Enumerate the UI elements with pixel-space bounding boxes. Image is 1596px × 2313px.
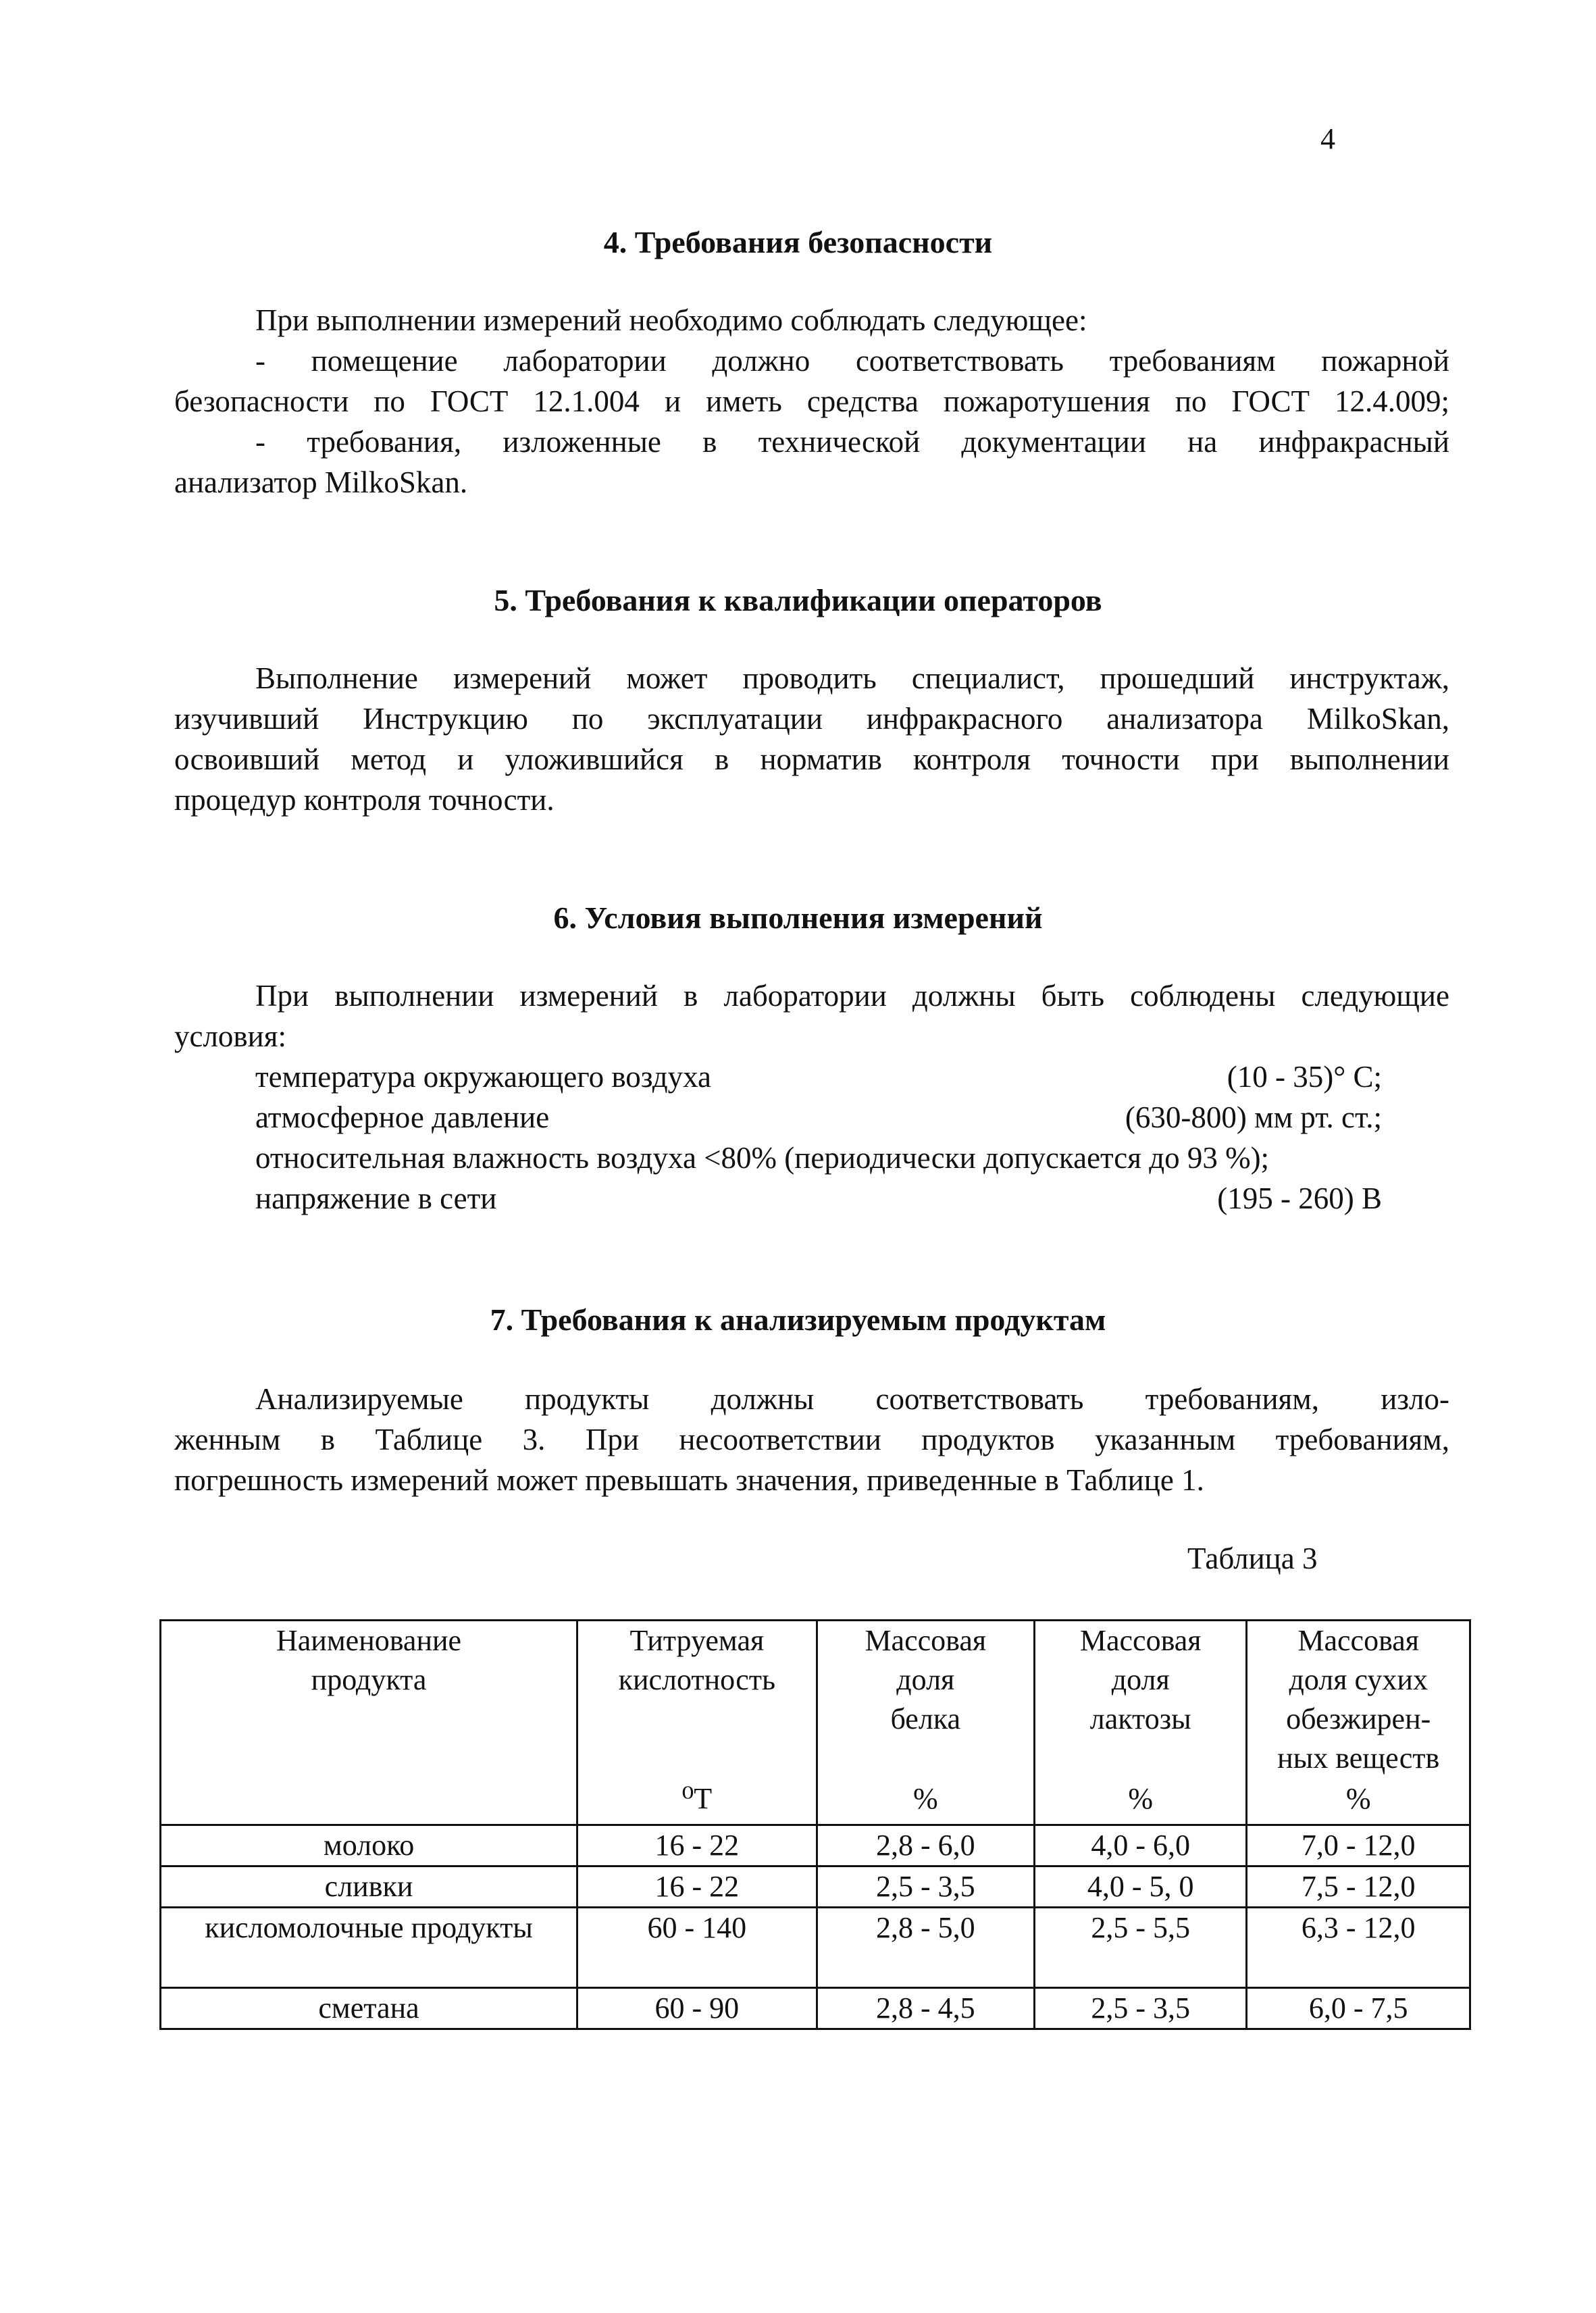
section-4-line: анализатор MilkoSkan.	[174, 465, 468, 499]
table-cell: 4,0 - 6,0	[1034, 1825, 1246, 1866]
section-7-line: женным в Таблице 3. При несоответствии продуктов указанным требованиям,	[174, 1423, 1449, 1456]
table-row	[161, 1866, 1470, 1908]
table-caption: Таблица 3	[1187, 1542, 1318, 1575]
table-row	[161, 1825, 1470, 1866]
table-cell: 7,5 - 12,0	[1247, 1866, 1470, 1908]
section-6-line: условия:	[174, 1019, 286, 1053]
header-cell: Титруемая кислотность ⁰Т	[577, 1621, 817, 1825]
table-cell: 16 - 22	[577, 1825, 817, 1866]
section-7-line: Анализируемые продукты должны соответствовать требованиям, изло-	[255, 1382, 1449, 1416]
section-7-title: 7. Требования к анализируемым продуктам	[490, 1302, 1106, 1337]
condition-row	[255, 1138, 1382, 1177]
condition-label: напряжение в сети	[255, 1181, 497, 1215]
section-6-line: При выполнении измерений в лаборатории должны быть соблюдены следующие	[255, 979, 1449, 1013]
table-cell: кисломолочные продукты	[161, 1908, 577, 1988]
header-cell: Наименование продукта	[161, 1621, 577, 1825]
section-7-line: погрешность измерений может превышать значения, приведенные в Таблице 1.	[174, 1463, 1204, 1497]
section-5-line: процедур контроля точности.	[174, 783, 555, 817]
table-row	[161, 1908, 1470, 1988]
section-5-line: изучивший Инструкцию по эксплуатации инфракрасного анализатора MilkoSkan,	[174, 702, 1449, 736]
table-cell: 60 - 140	[577, 1908, 817, 1988]
condition-label: температура окружающего воздуха	[255, 1060, 712, 1094]
condition-row	[255, 1179, 1382, 1218]
condition-value: (630-800) мм рт. ст.;	[1125, 1100, 1382, 1134]
table-cell: 6,0 - 7,5	[1247, 1988, 1470, 2029]
section-4-line: При выполнении измерений необходимо соблюдать следующее:	[255, 303, 1087, 337]
condition-label: относительная влажность воздуха <80% (периодически допускается до 93 %);	[255, 1141, 1270, 1175]
table-cell: 7,0 - 12,0	[1247, 1825, 1470, 1866]
table-cell: 2,5 - 5,5	[1034, 1908, 1246, 1988]
table-cell: 4,0 - 5, 0	[1034, 1866, 1246, 1908]
table-cell: сметана	[161, 1988, 577, 2029]
table-cell: молоко	[161, 1825, 577, 1866]
table-cell: 2,8 - 6,0	[817, 1825, 1034, 1866]
condition-value: (195 - 260) В	[1217, 1181, 1382, 1215]
table-cell: 2,8 - 5,0	[817, 1908, 1034, 1988]
table-cell: сливки	[161, 1866, 577, 1908]
products-table	[159, 1619, 1471, 2030]
condition-row	[255, 1098, 1382, 1137]
header-cell: Массовая доля сухих обезжирен- ных веществ %	[1247, 1621, 1470, 1825]
table-cell: 2,8 - 4,5	[817, 1988, 1034, 2029]
table-cell: 2,5 - 3,5	[817, 1866, 1034, 1908]
section-5-line: освоивший метод и уложившийся в норматив контроля точности при выполнении	[174, 742, 1449, 776]
table-cell: 16 - 22	[577, 1866, 817, 1908]
condition-value: (10 - 35)° С;	[1227, 1060, 1382, 1094]
table-header-row	[161, 1621, 1470, 1825]
header-cell: Массовая доля белка %	[817, 1621, 1034, 1825]
section-4-line: - требования, изложенные в технической документации на инфракрасный	[255, 425, 1449, 459]
table-row	[161, 1988, 1470, 2029]
section-4-line: - помещение лаборатории должно соответствовать требованиям пожарной	[255, 344, 1449, 378]
condition-row	[255, 1057, 1382, 1096]
header-cell: Массовая доля лактозы %	[1034, 1621, 1246, 1825]
section-6-title: 6. Условия выполнения измерений	[553, 900, 1043, 935]
section-4-line: безопасности по ГОСТ 12.1.004 и иметь средства пожаротушения по ГОСТ 12.4.009;	[174, 384, 1449, 418]
section-5-line: Выполнение измерений может проводить специалист, прошедший инструктаж,	[255, 661, 1449, 695]
section-5-title: 5. Требования к квалификации операторов	[494, 583, 1102, 617]
section-4-title: 4. Требования безопасности	[603, 225, 993, 259]
table-cell: 2,5 - 3,5	[1034, 1988, 1246, 2029]
table-cell: 6,3 - 12,0	[1247, 1908, 1470, 1988]
page-number: 4	[1320, 122, 1335, 155]
table-cell: 60 - 90	[577, 1988, 817, 2029]
condition-label: атмосферное давление	[255, 1100, 550, 1134]
